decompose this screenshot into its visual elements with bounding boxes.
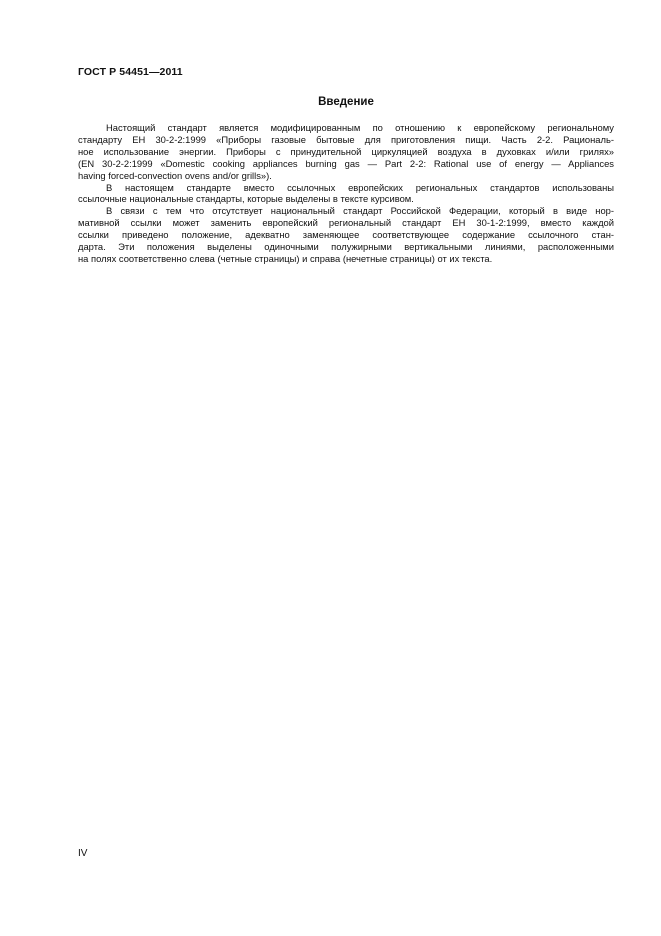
text-line: дарта. Эти положения выделены одиночными полужирными вертикальными линиями, расположенными: [78, 241, 614, 253]
text-line: В настоящем стандарте вместо ссылочных европейских региональных стандартов использованы: [106, 181, 614, 193]
paragraph-1: [78, 122, 614, 182]
text-line: ссылки приведено положение, адекватно заменяющее соответствующее содержание ссылочного стан-: [78, 229, 614, 241]
text-line: ное использование энергии. Приборы с принудительной циркуляцией воздуха в духовках и/или грилях»: [78, 145, 614, 157]
text-line: мативной ссылки может заменить европейский региональный стандарт ЕН 30-1-2:1999, вместо каждой: [78, 217, 614, 229]
text-line: having forced-convection ovens and/or grills»).: [78, 169, 272, 181]
paragraph-3: [78, 205, 614, 265]
text-line: ссылочные национальные стандарты, которые выделены в тексте курсивом.: [78, 193, 414, 205]
text-line: на полях соответственно слева (четные страницы) и справа (нечетные страницы) от их текста.: [78, 252, 493, 264]
introduction-body: [78, 122, 614, 265]
text-line: Настоящий стандарт является модифицированным по отношению к европейскому региональному: [106, 122, 614, 133]
text-line: В связи с тем что отсутствует национальный стандарт Российской Федерации, который в виде нор-: [106, 205, 614, 217]
document-code: ГОСТ Р 54451—2011: [78, 66, 183, 78]
page-number: IV: [78, 848, 88, 859]
paragraph-2: [78, 182, 614, 206]
text-line: (EN 30-2-2:1999 «Domestic cooking appliances burning gas — Part 2-2: Rational use of energy — Appliances: [78, 157, 614, 169]
section-title: Введение: [318, 96, 374, 108]
text-line: стандарту ЕН 30-2-2:1999 «Приборы газовые бытовые для приготовления пищи. Часть 2-2. Рациональ-: [78, 133, 614, 145]
